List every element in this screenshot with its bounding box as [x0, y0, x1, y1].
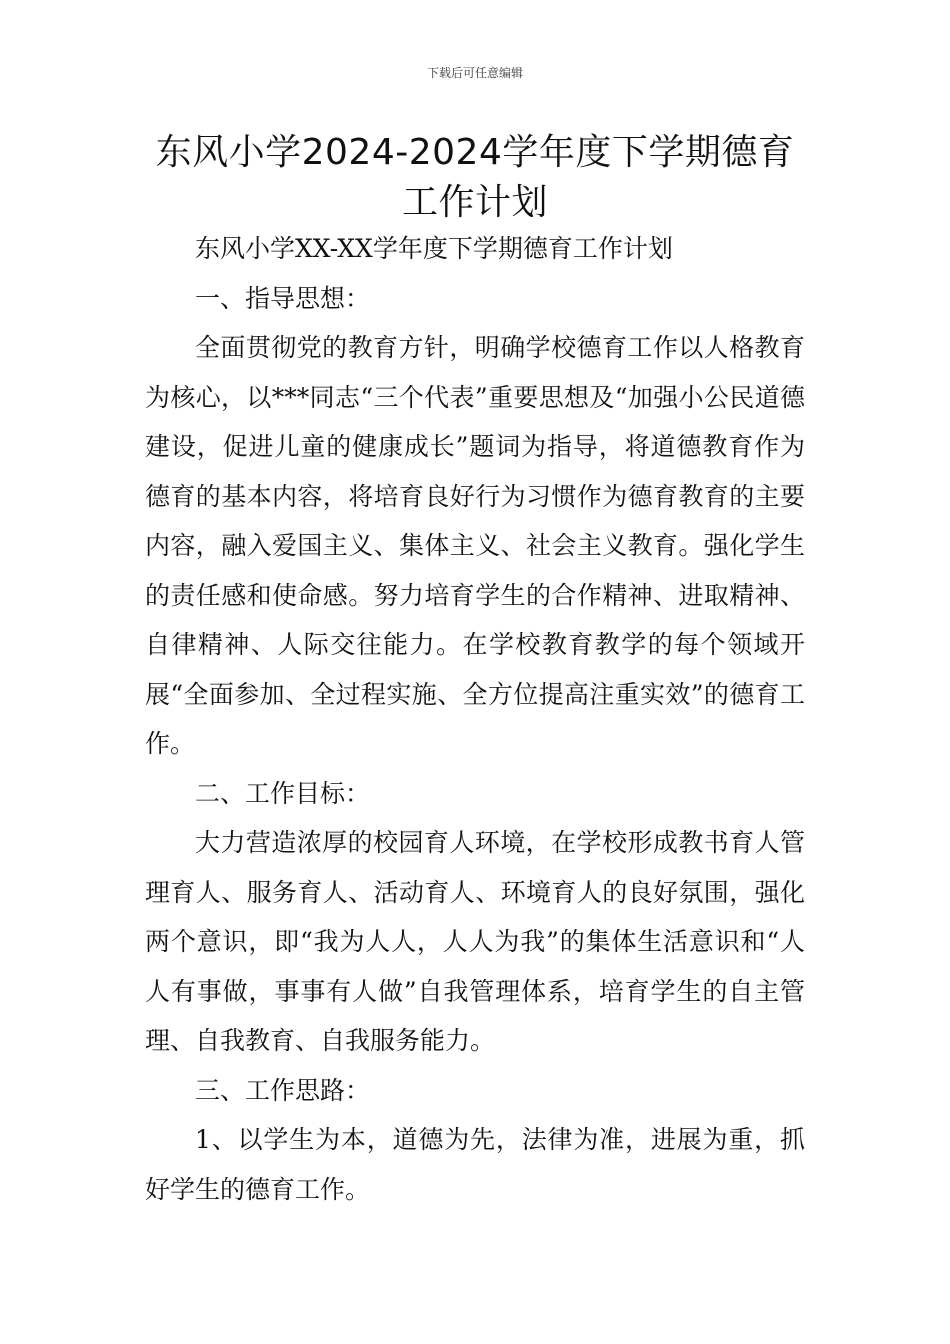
body-paragraph: 全面贯彻党的教育方针，明确学校德育工作以人格教育为核心，以***同志“三个代表”重要思想及“加强小公民道德建设，促进儿童的健康成长”题词为指导，将道德教育作为德育的基本内容，将培育良好行为习惯作为德育教育的主要内容，融入爱国主义、集体主义、社会主义教育。强化学生的责任感和使命感。努力培育学生的合作精神、进取精神、自律精神、人际交往能力。在学校教育教学的每个领域开展“全面参加、全过程实施、全方位提高注重实效”的德育工作。: [145, 333, 805, 758]
section-heading-guiding-thought: 一、指导思想：: [195, 283, 371, 313]
header-note: 下载后可任意编辑: [426, 66, 523, 80]
document-body: [145, 224, 805, 1214]
document-title: 东风小学2024-2024学年度下学期德育工作计划: [155, 132, 795, 223]
subtitle-paragraph: 东风小学XX-XX学年度下学期德育工作计划: [195, 234, 673, 263]
section-heading-work-approach: 三、工作思路：: [195, 1075, 371, 1105]
body-paragraph: 大力营造浓厚的校园育人环境，在学校形成教书育人管理育人、服务育人、活动育人、环境育人的良好氛围，强化两个意识，即“我为人人，人人为我”的集体生活意识和“人人有事做，事事有人做”自我管理体系，培育学生的自主管理、自我教育、自我服务能力。: [145, 828, 805, 1055]
body-paragraph: 1、以学生为本，道德为先，法律为准，进展为重，抓好学生的德育工作。: [145, 1125, 805, 1204]
section-heading-work-goals: 二、工作目标：: [195, 778, 371, 808]
